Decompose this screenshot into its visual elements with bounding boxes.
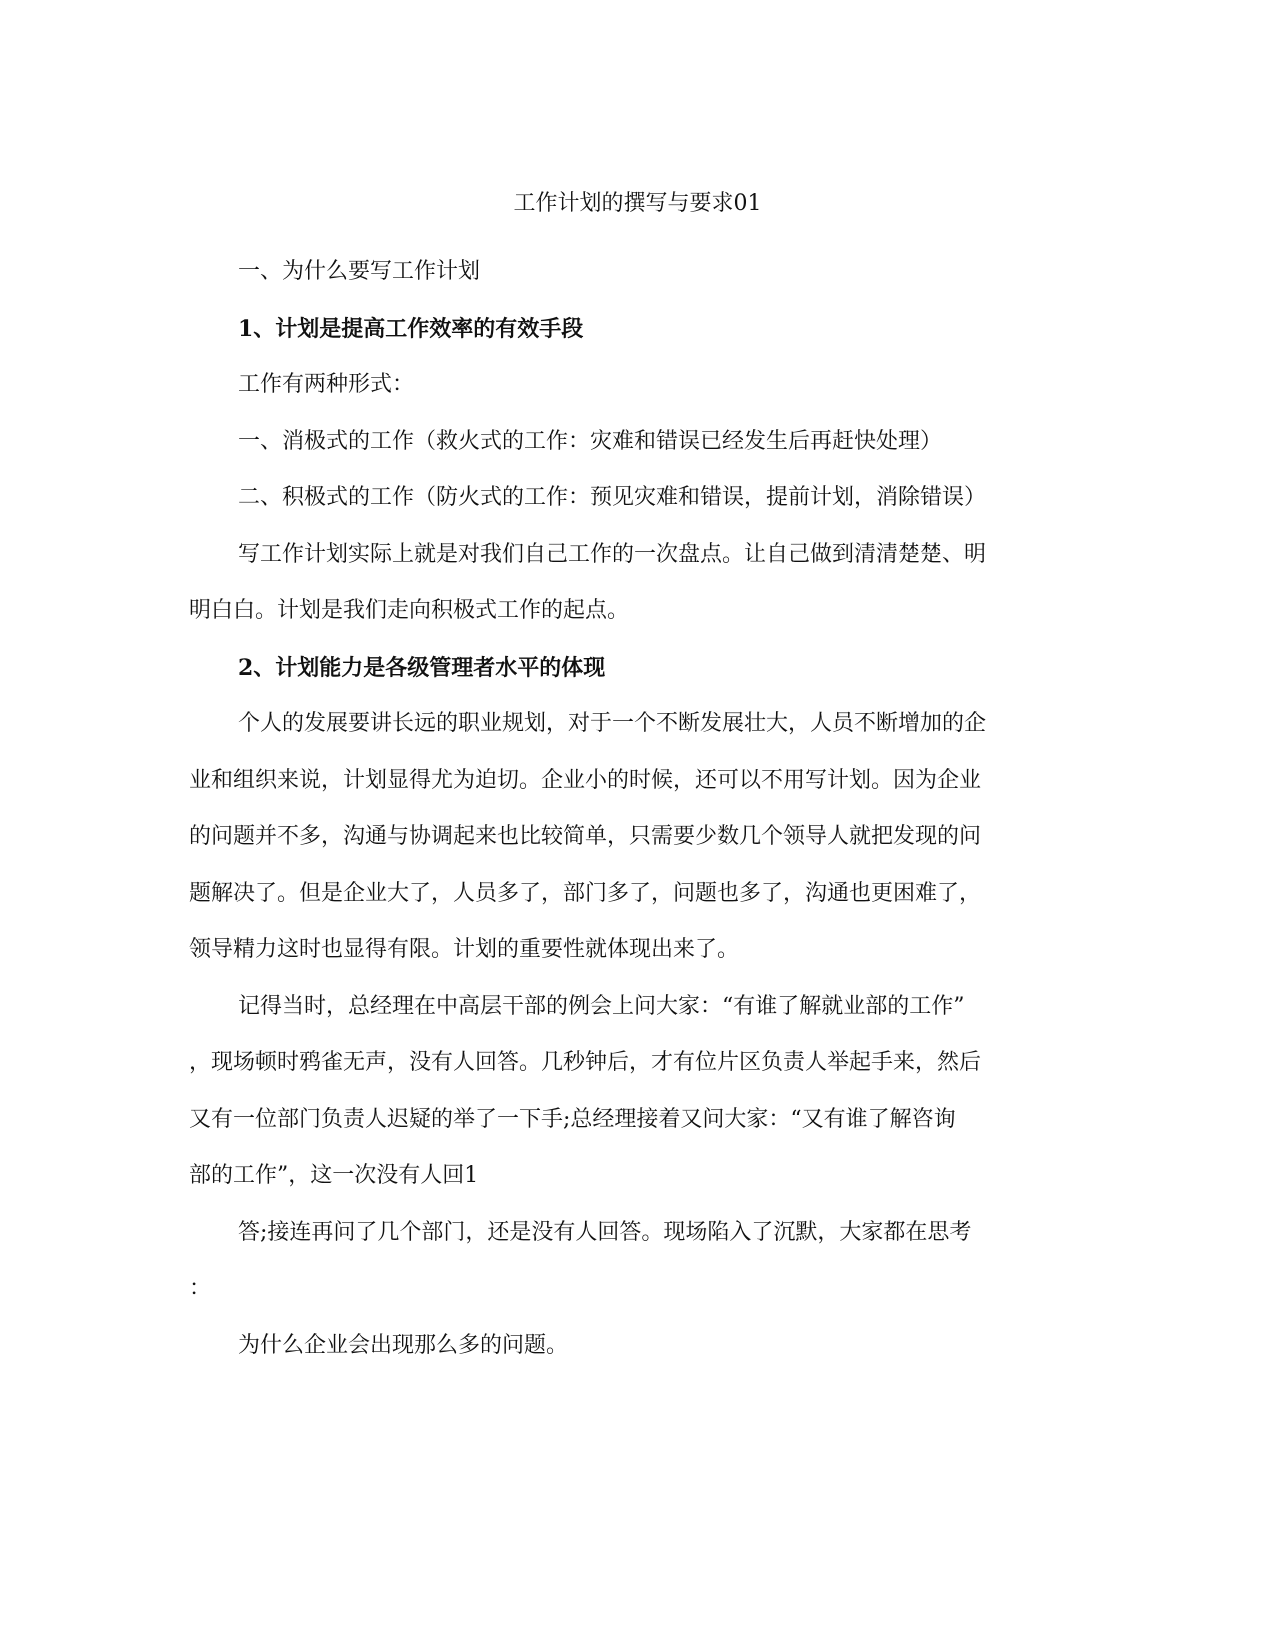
paragraph-line: 题解决了。但是企业大了，人员多了，部门多了，问题也多了，沟通也更困难了， [189,881,982,906]
paragraph-line: 个人的发展要讲长远的职业规划，对于一个不断发展壮大，人员不断增加的企 [238,711,987,736]
paragraph-line: 业和组织来说，计划显得尤为迫切。企业小的时候，还可以不用写计划。因为企业 [189,768,982,793]
paragraph-line: 一、消极式的工作（救火式的工作：灾难和错误已经发生后再赶快处理） [238,429,943,454]
paragraph-line: 明白白。计划是我们走向积极式工作的起点。 [189,598,630,623]
paragraph-line: 的问题并不多，沟通与协调起来也比较简单，只需要少数几个领导人就把发现的问 [189,824,982,849]
paragraph-line: 工作有两种形式： [238,372,415,397]
section-heading: 一、为什么要写工作计划 [238,259,481,284]
paragraph-line: 写工作计划实际上就是对我们自己工作的一次盘点。让自己做到清清楚楚、明 [238,542,987,567]
paragraph-line: 二、积极式的工作（防火式的工作：预见灾难和错误，提前计划，消除错误） [238,485,987,510]
paragraph-line: ，现场顿时鸦雀无声，没有人回答。几秒钟后，才有位片区负责人举起手来，然后 [189,1050,982,1075]
subsection-heading: 2、计划能力是各级管理者水平的体现 [238,655,606,681]
paragraph-line: 答;接连再问了几个部门，还是没有人回答。现场陷入了沉默，大家都在思考 [238,1220,972,1245]
paragraph-line: ： [189,1276,212,1301]
paragraph-line: 为什么企业会出现那么多的问题。 [238,1333,569,1358]
paragraph-line: 部的工作”，这一次没有人回1 [189,1163,479,1188]
subsection-heading: 1、计划是提高工作效率的有效手段 [238,316,584,342]
document-title: 工作计划的撰写与要求01 [513,191,762,216]
paragraph-line: 记得当时，总经理在中高层干部的例会上问大家：“有谁了解就业部的工作” [238,994,965,1019]
paragraph-line: 领导精力这时也显得有限。计划的重要性就体现出来了。 [189,937,740,962]
paragraph-line: 又有一位部门负责人迟疑的举了一下手;总经理接着又问大家：“又有谁了解咨询 [189,1107,956,1132]
